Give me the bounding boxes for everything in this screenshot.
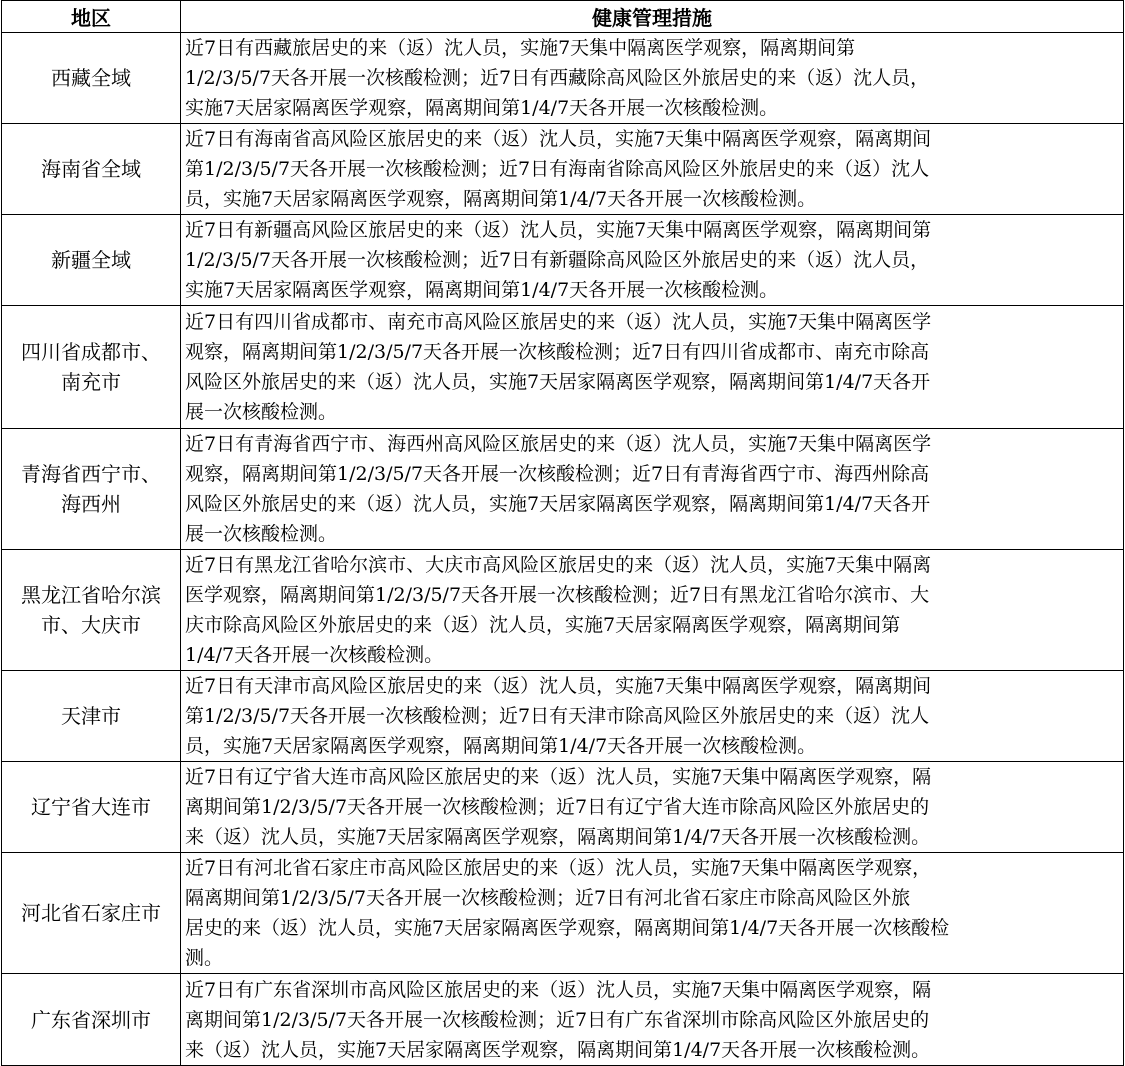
measure-text-line: 近7日有海南省高风险区旅居史的来（返）沈人员，实施7天集中隔离医学观察，隔离期间: [185, 128, 932, 150]
measure-text-line: 来（返）沈人员，实施7天居家隔离医学观察，隔离期间第1/4/7天各开展一次核酸检测。: [185, 1038, 931, 1061]
table-row: [2, 33, 1124, 124]
measure-text-line: 近7日有黑龙江省哈尔滨市、大庆市高风险区旅居史的来（返）沈人员，实施7天集中隔离: [185, 554, 932, 576]
measure-text-line: 离期间第1/2/3/5/7天各开展一次核酸检测；近7日有广东省深圳市除高风险区外旅居史的: [185, 1008, 930, 1031]
measure-text-line: 第1/2/3/5/7天各开展一次核酸检测；近7日有海南省除高风险区外旅居史的来（返）沈人: [185, 158, 930, 180]
measure-text-line: 员，实施7天居家隔离医学观察，隔离期间第1/4/7天各开展一次核酸检测。: [185, 735, 817, 757]
measure-text-line: 近7日有新疆高风险区旅居史的来（返）沈人员，实施7天集中隔离医学观察，隔离期间第: [185, 219, 932, 241]
region-text: 市、大庆市: [41, 613, 141, 637]
measure-text-line: 员，实施7天居家隔离医学观察，隔离期间第1/4/7天各开展一次核酸检测。: [185, 188, 817, 210]
region-cell: [2, 550, 181, 671]
region-cell: [2, 215, 181, 306]
region-text: 海南省全域: [41, 157, 141, 181]
measure-text-line: 观察，隔离期间第1/2/3/5/7天各开展一次核酸检测；近7日有四川省成都市、南充市除高: [185, 341, 930, 363]
measure-text-line: 庆市除高风险区外旅居史的来（返）沈人员，实施7天居家隔离医学观察，隔离期间第: [185, 614, 901, 636]
region-text: 黑龙江省哈尔滨: [21, 583, 161, 607]
table-row: [2, 215, 1124, 306]
measure-text-line: 观察，隔离期间第1/2/3/5/7天各开展一次核酸检测；近7日有青海省西宁市、海西州除高: [185, 463, 930, 485]
table-body: [2, 33, 1124, 1066]
measure-text-line: 实施7天居家隔离医学观察，隔离期间第1/4/7天各开展一次核酸检测。: [185, 279, 779, 301]
region-cell: [2, 306, 181, 429]
region-cell: [2, 853, 181, 974]
measure-cell: [181, 974, 1124, 1066]
measure-text-line: 近7日有天津市高风险区旅居史的来（返）沈人员，实施7天集中隔离医学观察，隔离期间: [185, 675, 932, 697]
measure-text-line: 隔离期间第1/2/3/5/7天各开展一次核酸检测；近7日有河北省石家庄市除高风险区外旅: [185, 887, 911, 909]
measure-cell: [181, 306, 1124, 429]
measure-text-line: 离期间第1/2/3/5/7天各开展一次核酸检测；近7日有辽宁省大连市除高风险区外旅居史的: [185, 796, 930, 818]
table-row: [2, 671, 1124, 762]
region-cell: [2, 33, 181, 124]
measure-text-line: 1/4/7天各开展一次核酸检测。: [185, 644, 444, 666]
measure-text-line: 医学观察，隔离期间第1/2/3/5/7天各开展一次核酸检测；近7日有黑龙江省哈尔滨市、大: [185, 584, 930, 606]
measure-text-line: 近7日有西藏旅居史的来（返）沈人员，实施7天集中隔离医学观察，隔离期间第: [185, 37, 856, 59]
measure-cell: [181, 853, 1124, 974]
measure-text-line: 风险区外旅居史的来（返）沈人员，实施7天居家隔离医学观察，隔离期间第1/4/7天各开: [185, 493, 931, 515]
region-cell: [2, 671, 181, 762]
region-text: 南充市: [61, 370, 121, 394]
table-row: [2, 429, 1124, 550]
region-text: 天津市: [61, 704, 121, 728]
measure-cell: [181, 215, 1124, 306]
region-text: 四川省成都市、: [21, 340, 161, 364]
measure-text-line: 近7日有河北省石家庄市高风险区旅居史的来（返）沈人员，实施7天集中隔离医学观察，: [185, 857, 932, 879]
measure-cell: [181, 550, 1124, 671]
table-row: [2, 306, 1124, 429]
region-text: 辽宁省大连市: [31, 795, 151, 819]
region-text: 青海省西宁市、: [21, 462, 161, 486]
region-text: 河北省石家庄市: [21, 901, 161, 925]
header-row: [2, 1, 1124, 33]
measure-text-line: 展一次核酸检测。: [185, 401, 338, 423]
region-text: 新疆全域: [51, 248, 131, 272]
measure-text-line: 1/2/3/5/7天各开展一次核酸检测；近7日有西藏除高风险区外旅居史的来（返）沈人员，: [185, 67, 930, 89]
measure-text-line: 风险区外旅居史的来（返）沈人员，实施7天居家隔离医学观察，隔离期间第1/4/7天各开: [185, 371, 931, 393]
region-cell: [2, 429, 181, 550]
region-cell: [2, 974, 181, 1066]
table-row: [2, 974, 1124, 1066]
measure-cell: [181, 124, 1124, 215]
measure-cell: [181, 33, 1124, 124]
region-text: 西藏全域: [51, 66, 131, 90]
header-measure: 健康管理措施: [181, 1, 1124, 33]
measure-text-line: 近7日有辽宁省大连市高风险区旅居史的来（返）沈人员，实施7天集中隔离医学观察，隔: [185, 766, 932, 788]
region-text: 广东省深圳市: [31, 1007, 151, 1032]
measure-text-line: 测。: [185, 947, 224, 969]
health-measures-table: [1, 0, 1124, 1066]
measure-cell: [181, 762, 1124, 853]
table-row: [2, 124, 1124, 215]
measure-text-line: 来（返）沈人员，实施7天居家隔离医学观察，隔离期间第1/4/7天各开展一次核酸检测。: [185, 826, 931, 848]
measure-cell: [181, 429, 1124, 550]
measure-text-line: 1/2/3/5/7天各开展一次核酸检测；近7日有新疆除高风险区外旅居史的来（返）沈人员，: [185, 249, 930, 271]
region-text: 海西州: [61, 492, 121, 516]
table-row: [2, 550, 1124, 671]
table-row: [2, 762, 1124, 853]
measure-text-line: 近7日有广东省深圳市高风险区旅居史的来（返）沈人员，实施7天集中隔离医学观察，隔: [185, 978, 932, 1001]
measure-text-line: 居史的来（返）沈人员，实施7天居家隔离医学观察，隔离期间第1/4/7天各开展一次核酸检: [185, 917, 950, 939]
measure-text-line: 实施7天居家隔离医学观察，隔离期间第1/4/7天各开展一次核酸检测。: [185, 97, 779, 119]
measure-cell: [181, 671, 1124, 762]
table-row: [2, 853, 1124, 974]
measure-text-line: 近7日有青海省西宁市、海西州高风险区旅居史的来（返）沈人员，实施7天集中隔离医学: [185, 433, 932, 455]
region-cell: [2, 762, 181, 853]
measure-text-line: 展一次核酸检测。: [185, 523, 338, 545]
header-region: 地区: [2, 1, 181, 33]
region-cell: [2, 124, 181, 215]
measure-text-line: 第1/2/3/5/7天各开展一次核酸检测；近7日有天津市除高风险区外旅居史的来（返）沈人: [185, 705, 930, 727]
measure-text-line: 近7日有四川省成都市、南充市高风险区旅居史的来（返）沈人员，实施7天集中隔离医学: [185, 311, 932, 333]
